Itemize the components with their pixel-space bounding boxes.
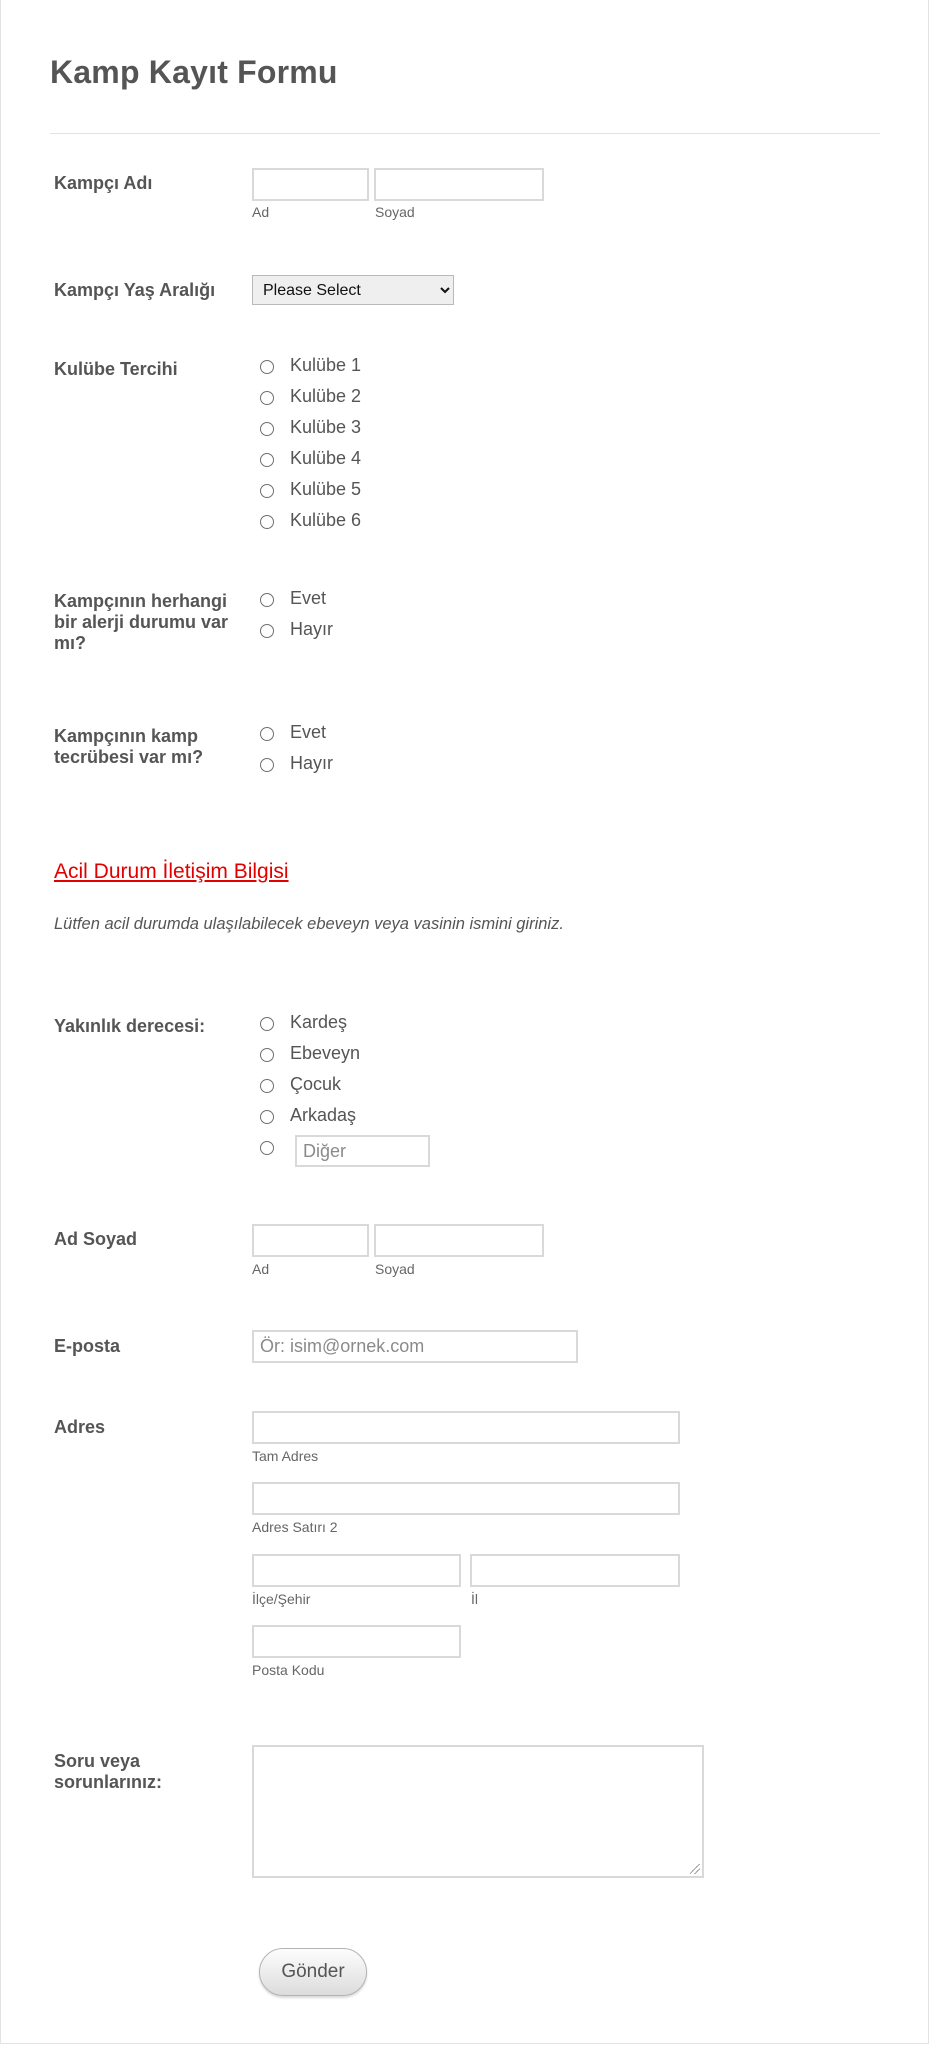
camper-last-name-input[interactable] xyxy=(374,168,544,201)
experience-option-yes[interactable]: Evet xyxy=(290,722,327,742)
address-line2-sublabel: Adres Satırı 2 xyxy=(252,1519,338,1535)
cabin-option-4[interactable]: Kulübe 4 xyxy=(290,448,362,468)
allergy-option-no[interactable]: Hayır xyxy=(290,619,334,639)
questions-label: Soru veya sorunlarınız: xyxy=(54,1751,163,1792)
age-range-label: Kampçı Yaş Aralığı xyxy=(54,280,216,300)
relation-radio-child[interactable] xyxy=(260,1079,274,1093)
address-state-input[interactable] xyxy=(470,1554,680,1587)
relation-option-sibling[interactable]: Kardeş xyxy=(290,1012,348,1032)
textarea-resize-handle[interactable] xyxy=(690,1864,700,1874)
contact-name-label: Ad Soyad xyxy=(54,1229,138,1249)
experience-option-no[interactable]: Hayır xyxy=(290,753,334,773)
experience-radio-no[interactable] xyxy=(260,758,274,772)
relation-label: Yakınlık derecesi: xyxy=(54,1016,206,1036)
allergy-radio-yes[interactable] xyxy=(260,593,274,607)
address-label: Adres xyxy=(54,1417,106,1437)
allergy-option-yes[interactable]: Evet xyxy=(290,588,327,608)
address-zip-input[interactable] xyxy=(252,1625,461,1658)
contact-first-name-input[interactable] xyxy=(252,1224,369,1257)
cabin-radio-6[interactable] xyxy=(260,515,274,529)
address-line1-input[interactable] xyxy=(252,1411,680,1444)
relation-radio-sibling[interactable] xyxy=(260,1017,274,1031)
relation-option-friend[interactable]: Arkadaş xyxy=(290,1105,357,1125)
cabin-option-2[interactable]: Kulübe 2 xyxy=(290,386,362,406)
cabin-option-5[interactable]: Kulübe 5 xyxy=(290,479,362,499)
relation-radio-other[interactable] xyxy=(260,1141,274,1155)
cabin-radio-1[interactable] xyxy=(260,360,274,374)
form-title: Kamp Kayıt Formu xyxy=(50,54,338,90)
cabin-option-3[interactable]: Kulübe 3 xyxy=(290,417,362,437)
allergy-label: Kampçının herhangi bir alerji durumu var mı? xyxy=(54,591,229,653)
cabin-radio-4[interactable] xyxy=(260,453,274,467)
relation-other-input[interactable] xyxy=(295,1135,430,1167)
age-range-select[interactable] xyxy=(252,275,454,305)
address-state-sublabel: İl xyxy=(471,1591,478,1607)
experience-label: Kampçının kamp tecrübesi var mı? xyxy=(54,726,204,767)
cabin-option-6[interactable]: Kulübe 6 xyxy=(290,510,362,530)
relation-option-child[interactable]: Çocuk xyxy=(290,1074,342,1094)
relation-option-parent[interactable]: Ebeveyn xyxy=(290,1043,361,1063)
camper-name-label: Kampçı Adı xyxy=(54,173,153,193)
cabin-radio-2[interactable] xyxy=(260,391,274,405)
cabin-option-1[interactable]: Kulübe 1 xyxy=(290,355,362,375)
experience-radio-yes[interactable] xyxy=(260,727,274,741)
relation-radio-parent[interactable] xyxy=(260,1048,274,1062)
email-input[interactable] xyxy=(252,1330,578,1363)
relation-radio-friend[interactable] xyxy=(260,1110,274,1124)
address-city-input[interactable] xyxy=(252,1554,461,1587)
allergy-radio-no[interactable] xyxy=(260,624,274,638)
cabin-radio-5[interactable] xyxy=(260,484,274,498)
cabin-label: Kulübe Tercihi xyxy=(54,359,178,379)
camper-first-name-sublabel: Ad xyxy=(252,204,270,220)
contact-last-name-input[interactable] xyxy=(374,1224,544,1257)
camper-last-name-sublabel: Soyad xyxy=(375,204,415,220)
address-line1-sublabel: Tam Adres xyxy=(252,1448,319,1464)
address-zip-sublabel: Posta Kodu xyxy=(252,1662,325,1678)
cabin-radio-3[interactable] xyxy=(260,422,274,436)
address-city-sublabel: İlçe/Şehir xyxy=(252,1591,311,1607)
submit-button[interactable]: Gönder xyxy=(259,1948,367,1996)
contact-first-name-sublabel: Ad xyxy=(252,1261,270,1277)
email-label: E-posta xyxy=(54,1336,121,1356)
camper-first-name-input[interactable] xyxy=(252,168,369,201)
questions-textarea[interactable] xyxy=(252,1745,704,1878)
title-divider xyxy=(50,133,880,134)
emergency-contact-description: Lütfen acil durumda ulaşılabilecek ebeveyn veya vasinin ismini giriniz. xyxy=(54,915,564,933)
emergency-contact-heading[interactable]: Acil Durum İletişim Bilgisi xyxy=(54,860,289,883)
contact-last-name-sublabel: Soyad xyxy=(375,1261,415,1277)
address-line2-input[interactable] xyxy=(252,1482,680,1515)
